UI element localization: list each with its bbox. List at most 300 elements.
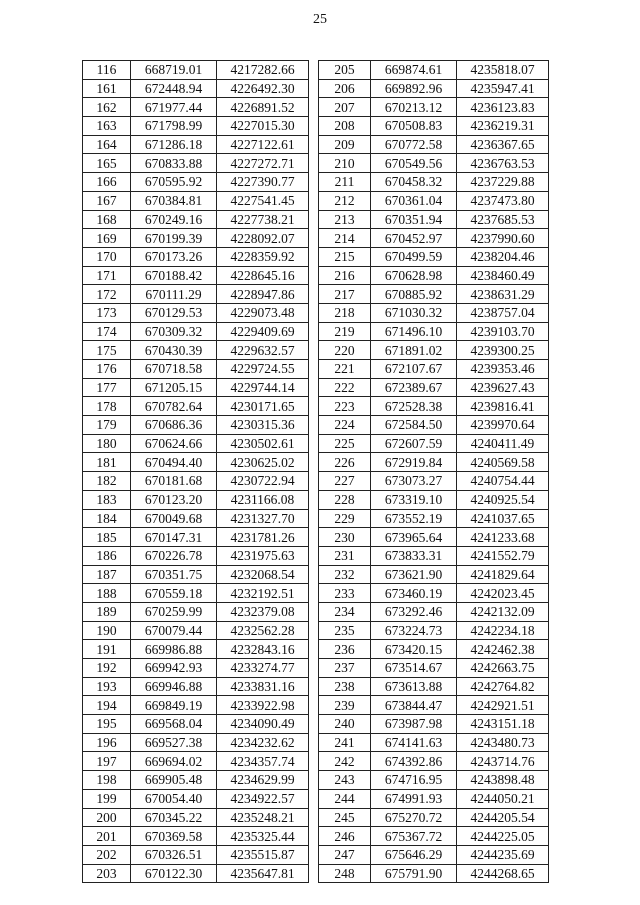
point-number-cell: 196 <box>83 733 131 752</box>
table-row <box>83 210 309 229</box>
x-coordinate-cell: 670226.78 <box>131 546 217 565</box>
y-coordinate-cell: 4230171.65 <box>217 397 309 416</box>
point-number-cell: 179 <box>83 416 131 435</box>
point-number-cell: 212 <box>319 191 371 210</box>
table-row <box>83 827 309 846</box>
x-coordinate-cell: 670129.53 <box>131 303 217 322</box>
table-row <box>319 752 549 771</box>
x-coordinate-cell: 669892.96 <box>371 79 457 98</box>
y-coordinate-cell: 4236123.83 <box>457 98 549 117</box>
y-coordinate-cell: 4244268.65 <box>457 864 549 883</box>
table-row <box>83 285 309 304</box>
table-row <box>319 285 549 304</box>
x-coordinate-cell: 671205.15 <box>131 378 217 397</box>
x-coordinate-cell: 673319.10 <box>371 490 457 509</box>
table-row <box>83 696 309 715</box>
point-number-cell: 162 <box>83 98 131 117</box>
y-coordinate-cell: 4236219.31 <box>457 117 549 136</box>
x-coordinate-cell: 669942.93 <box>131 659 217 678</box>
table-row <box>319 677 549 696</box>
x-coordinate-cell: 669849.19 <box>131 696 217 715</box>
table-row <box>83 864 309 883</box>
table-row <box>83 135 309 154</box>
x-coordinate-cell: 670326.51 <box>131 845 217 864</box>
y-coordinate-cell: 4229409.69 <box>217 322 309 341</box>
table-row <box>319 528 549 547</box>
point-number-cell: 161 <box>83 79 131 98</box>
y-coordinate-cell: 4241552.79 <box>457 546 549 565</box>
table-row <box>319 584 549 603</box>
point-number-cell: 218 <box>319 303 371 322</box>
table-row <box>83 98 309 117</box>
x-coordinate-cell: 670259.99 <box>131 602 217 621</box>
x-coordinate-cell: 670624.66 <box>131 434 217 453</box>
x-coordinate-cell: 671891.02 <box>371 341 457 360</box>
point-number-cell: 183 <box>83 490 131 509</box>
x-coordinate-cell: 670249.16 <box>131 210 217 229</box>
x-coordinate-cell: 673514.67 <box>371 659 457 678</box>
y-coordinate-cell: 4232562.28 <box>217 621 309 640</box>
y-coordinate-cell: 4227272.71 <box>217 154 309 173</box>
point-number-cell: 215 <box>319 247 371 266</box>
table-row <box>319 322 549 341</box>
y-coordinate-cell: 4243151.18 <box>457 715 549 734</box>
y-coordinate-cell: 4244225.05 <box>457 827 549 846</box>
y-coordinate-cell: 4242663.75 <box>457 659 549 678</box>
point-number-cell: 238 <box>319 677 371 696</box>
table-row <box>83 434 309 453</box>
x-coordinate-cell: 670122.30 <box>131 864 217 883</box>
x-coordinate-cell: 670345.22 <box>131 808 217 827</box>
table-row <box>83 808 309 827</box>
y-coordinate-cell: 4237229.88 <box>457 173 549 192</box>
table-row <box>319 154 549 173</box>
x-coordinate-cell: 670782.64 <box>131 397 217 416</box>
x-coordinate-cell: 669874.61 <box>371 61 457 80</box>
point-number-cell: 168 <box>83 210 131 229</box>
x-coordinate-cell: 673613.88 <box>371 677 457 696</box>
x-coordinate-cell: 671030.32 <box>371 303 457 322</box>
table-row <box>83 621 309 640</box>
x-coordinate-cell: 671977.44 <box>131 98 217 117</box>
point-number-cell: 203 <box>83 864 131 883</box>
table-row <box>83 659 309 678</box>
table-row <box>83 360 309 379</box>
x-coordinate-cell: 674392.86 <box>371 752 457 771</box>
y-coordinate-cell: 4239353.46 <box>457 360 549 379</box>
point-number-cell: 243 <box>319 771 371 790</box>
x-coordinate-cell: 673987.98 <box>371 715 457 734</box>
point-number-cell: 175 <box>83 341 131 360</box>
y-coordinate-cell: 4236367.65 <box>457 135 549 154</box>
point-number-cell: 209 <box>319 135 371 154</box>
x-coordinate-cell: 672607.59 <box>371 434 457 453</box>
table-row <box>319 341 549 360</box>
y-coordinate-cell: 4237685.53 <box>457 210 549 229</box>
x-coordinate-cell: 670111.29 <box>131 285 217 304</box>
y-coordinate-cell: 4228645.16 <box>217 266 309 285</box>
x-coordinate-cell: 670049.68 <box>131 509 217 528</box>
x-coordinate-cell: 670499.59 <box>371 247 457 266</box>
coordinates-table-right <box>318 60 549 883</box>
y-coordinate-cell: 4243714.76 <box>457 752 549 771</box>
table-row <box>319 509 549 528</box>
table-row <box>83 472 309 491</box>
x-coordinate-cell: 672448.94 <box>131 79 217 98</box>
x-coordinate-cell: 675646.29 <box>371 845 457 864</box>
x-coordinate-cell: 670123.20 <box>131 490 217 509</box>
point-number-cell: 232 <box>319 565 371 584</box>
y-coordinate-cell: 4238757.04 <box>457 303 549 322</box>
x-coordinate-cell: 670054.40 <box>131 789 217 808</box>
table-row <box>319 247 549 266</box>
table-row <box>83 528 309 547</box>
table-row <box>319 135 549 154</box>
table-row <box>83 490 309 509</box>
table-row <box>83 789 309 808</box>
point-number-cell: 174 <box>83 322 131 341</box>
table-row <box>319 191 549 210</box>
x-coordinate-cell: 670199.39 <box>131 229 217 248</box>
point-number-cell: 164 <box>83 135 131 154</box>
x-coordinate-cell: 673224.73 <box>371 621 457 640</box>
x-coordinate-cell: 670494.40 <box>131 453 217 472</box>
y-coordinate-cell: 4235818.07 <box>457 61 549 80</box>
x-coordinate-cell: 675270.72 <box>371 808 457 827</box>
point-number-cell: 166 <box>83 173 131 192</box>
y-coordinate-cell: 4229632.57 <box>217 341 309 360</box>
x-coordinate-cell: 675367.72 <box>371 827 457 846</box>
x-coordinate-cell: 670181.68 <box>131 472 217 491</box>
point-number-cell: 247 <box>319 845 371 864</box>
x-coordinate-cell: 669527.38 <box>131 733 217 752</box>
table-row <box>319 472 549 491</box>
x-coordinate-cell: 669905.48 <box>131 771 217 790</box>
table-row <box>319 864 549 883</box>
x-coordinate-cell: 673073.27 <box>371 472 457 491</box>
y-coordinate-cell: 4233922.98 <box>217 696 309 715</box>
table-row <box>83 677 309 696</box>
y-coordinate-cell: 4232379.08 <box>217 602 309 621</box>
point-number-cell: 199 <box>83 789 131 808</box>
x-coordinate-cell: 673965.64 <box>371 528 457 547</box>
point-number-cell: 171 <box>83 266 131 285</box>
x-coordinate-cell: 674991.93 <box>371 789 457 808</box>
point-number-cell: 206 <box>319 79 371 98</box>
x-coordinate-cell: 670351.94 <box>371 210 457 229</box>
x-coordinate-cell: 669568.04 <box>131 715 217 734</box>
table-row <box>83 61 309 80</box>
x-coordinate-cell: 670549.56 <box>371 154 457 173</box>
table-row <box>83 509 309 528</box>
y-coordinate-cell: 4242764.82 <box>457 677 549 696</box>
y-coordinate-cell: 4234090.49 <box>217 715 309 734</box>
y-coordinate-cell: 4239816.41 <box>457 397 549 416</box>
point-number-cell: 227 <box>319 472 371 491</box>
y-coordinate-cell: 4243898.48 <box>457 771 549 790</box>
table-row <box>319 659 549 678</box>
point-number-cell: 239 <box>319 696 371 715</box>
point-number-cell: 169 <box>83 229 131 248</box>
table-row <box>83 266 309 285</box>
point-number-cell: 172 <box>83 285 131 304</box>
table-row <box>83 733 309 752</box>
point-number-cell: 236 <box>319 640 371 659</box>
x-coordinate-cell: 672584.50 <box>371 416 457 435</box>
table-row <box>83 173 309 192</box>
table-row <box>319 845 549 864</box>
table-row <box>83 584 309 603</box>
point-number-cell: 173 <box>83 303 131 322</box>
x-coordinate-cell: 673460.19 <box>371 584 457 603</box>
y-coordinate-cell: 4240411.49 <box>457 434 549 453</box>
y-coordinate-cell: 4235325.44 <box>217 827 309 846</box>
x-coordinate-cell: 670213.12 <box>371 98 457 117</box>
table-row <box>83 117 309 136</box>
y-coordinate-cell: 4233274.77 <box>217 659 309 678</box>
x-coordinate-cell: 670508.83 <box>371 117 457 136</box>
x-coordinate-cell: 670309.32 <box>131 322 217 341</box>
table-row <box>83 191 309 210</box>
x-coordinate-cell: 673844.47 <box>371 696 457 715</box>
x-coordinate-cell: 670188.42 <box>131 266 217 285</box>
y-coordinate-cell: 4234357.74 <box>217 752 309 771</box>
y-coordinate-cell: 4235248.21 <box>217 808 309 827</box>
x-coordinate-cell: 668719.01 <box>131 61 217 80</box>
point-number-cell: 222 <box>319 378 371 397</box>
table-row <box>83 322 309 341</box>
x-coordinate-cell: 674141.63 <box>371 733 457 752</box>
y-coordinate-cell: 4237990.60 <box>457 229 549 248</box>
y-coordinate-cell: 4217282.66 <box>217 61 309 80</box>
point-number-cell: 165 <box>83 154 131 173</box>
y-coordinate-cell: 4228359.92 <box>217 247 309 266</box>
table-row <box>319 416 549 435</box>
x-coordinate-cell: 669986.88 <box>131 640 217 659</box>
table-row <box>83 546 309 565</box>
x-coordinate-cell: 670595.92 <box>131 173 217 192</box>
x-coordinate-cell: 670430.39 <box>131 341 217 360</box>
table-row <box>319 117 549 136</box>
y-coordinate-cell: 4228947.86 <box>217 285 309 304</box>
point-number-cell: 192 <box>83 659 131 678</box>
y-coordinate-cell: 4233831.16 <box>217 677 309 696</box>
point-number-cell: 234 <box>319 602 371 621</box>
table-row <box>319 98 549 117</box>
y-coordinate-cell: 4227122.61 <box>217 135 309 154</box>
point-number-cell: 230 <box>319 528 371 547</box>
x-coordinate-cell: 670452.97 <box>371 229 457 248</box>
point-number-cell: 207 <box>319 98 371 117</box>
x-coordinate-cell: 670079.44 <box>131 621 217 640</box>
point-number-cell: 176 <box>83 360 131 379</box>
table-row <box>319 360 549 379</box>
y-coordinate-cell: 4241829.64 <box>457 565 549 584</box>
point-number-cell: 237 <box>319 659 371 678</box>
point-number-cell: 202 <box>83 845 131 864</box>
point-number-cell: 217 <box>319 285 371 304</box>
point-number-cell: 242 <box>319 752 371 771</box>
point-number-cell: 195 <box>83 715 131 734</box>
y-coordinate-cell: 4226492.30 <box>217 79 309 98</box>
x-coordinate-cell: 672528.38 <box>371 397 457 416</box>
table-row <box>319 378 549 397</box>
y-coordinate-cell: 4231327.70 <box>217 509 309 528</box>
table-row <box>83 154 309 173</box>
table-row <box>83 229 309 248</box>
y-coordinate-cell: 4227390.77 <box>217 173 309 192</box>
y-coordinate-cell: 4234922.57 <box>217 789 309 808</box>
y-coordinate-cell: 4231975.63 <box>217 546 309 565</box>
table-row <box>83 845 309 864</box>
y-coordinate-cell: 4242023.45 <box>457 584 549 603</box>
x-coordinate-cell: 669946.88 <box>131 677 217 696</box>
y-coordinate-cell: 4244205.54 <box>457 808 549 827</box>
table-row <box>83 771 309 790</box>
table-row <box>319 771 549 790</box>
x-coordinate-cell: 670718.58 <box>131 360 217 379</box>
point-number-cell: 211 <box>319 173 371 192</box>
y-coordinate-cell: 4231166.08 <box>217 490 309 509</box>
point-number-cell: 228 <box>319 490 371 509</box>
point-number-cell: 178 <box>83 397 131 416</box>
y-coordinate-cell: 4229073.48 <box>217 303 309 322</box>
point-number-cell: 224 <box>319 416 371 435</box>
y-coordinate-cell: 4238631.29 <box>457 285 549 304</box>
y-coordinate-cell: 4239103.70 <box>457 322 549 341</box>
table-row <box>319 434 549 453</box>
table-row <box>319 827 549 846</box>
x-coordinate-cell: 673420.15 <box>371 640 457 659</box>
table-row <box>83 602 309 621</box>
y-coordinate-cell: 4232068.54 <box>217 565 309 584</box>
point-number-cell: 184 <box>83 509 131 528</box>
table-row <box>319 229 549 248</box>
point-number-cell: 244 <box>319 789 371 808</box>
y-coordinate-cell: 4232843.16 <box>217 640 309 659</box>
point-number-cell: 220 <box>319 341 371 360</box>
x-coordinate-cell: 675791.90 <box>371 864 457 883</box>
y-coordinate-cell: 4229744.14 <box>217 378 309 397</box>
point-number-cell: 248 <box>319 864 371 883</box>
y-coordinate-cell: 4231781.26 <box>217 528 309 547</box>
point-number-cell: 245 <box>319 808 371 827</box>
table-row <box>83 565 309 584</box>
y-coordinate-cell: 4242921.51 <box>457 696 549 715</box>
y-coordinate-cell: 4230722.94 <box>217 472 309 491</box>
x-coordinate-cell: 670361.04 <box>371 191 457 210</box>
y-coordinate-cell: 4235947.41 <box>457 79 549 98</box>
table-row <box>83 397 309 416</box>
y-coordinate-cell: 4234232.62 <box>217 733 309 752</box>
point-number-cell: 198 <box>83 771 131 790</box>
point-number-cell: 226 <box>319 453 371 472</box>
point-number-cell: 229 <box>319 509 371 528</box>
y-coordinate-cell: 4234629.99 <box>217 771 309 790</box>
table-row <box>319 789 549 808</box>
x-coordinate-cell: 670628.98 <box>371 266 457 285</box>
y-coordinate-cell: 4239627.43 <box>457 378 549 397</box>
y-coordinate-cell: 4230315.36 <box>217 416 309 435</box>
y-coordinate-cell: 4227541.45 <box>217 191 309 210</box>
point-number-cell: 208 <box>319 117 371 136</box>
y-coordinate-cell: 4238204.46 <box>457 247 549 266</box>
y-coordinate-cell: 4241037.65 <box>457 509 549 528</box>
coordinates-table-left <box>82 60 309 883</box>
point-number-cell: 167 <box>83 191 131 210</box>
x-coordinate-cell: 670885.92 <box>371 285 457 304</box>
y-coordinate-cell: 4241233.68 <box>457 528 549 547</box>
x-coordinate-cell: 670351.75 <box>131 565 217 584</box>
point-number-cell: 185 <box>83 528 131 547</box>
x-coordinate-cell: 670384.81 <box>131 191 217 210</box>
x-coordinate-cell: 670686.36 <box>131 416 217 435</box>
point-number-cell: 116 <box>83 61 131 80</box>
y-coordinate-cell: 4226891.52 <box>217 98 309 117</box>
y-coordinate-cell: 4230625.02 <box>217 453 309 472</box>
x-coordinate-cell: 670833.88 <box>131 154 217 173</box>
table-row <box>319 210 549 229</box>
table-row <box>83 752 309 771</box>
point-number-cell: 231 <box>319 546 371 565</box>
point-number-cell: 246 <box>319 827 371 846</box>
x-coordinate-cell: 671496.10 <box>371 322 457 341</box>
x-coordinate-cell: 670173.26 <box>131 247 217 266</box>
point-number-cell: 214 <box>319 229 371 248</box>
table-row <box>319 303 549 322</box>
x-coordinate-cell: 673292.46 <box>371 602 457 621</box>
table-row <box>319 565 549 584</box>
table-row <box>319 808 549 827</box>
y-coordinate-cell: 4239300.25 <box>457 341 549 360</box>
point-number-cell: 190 <box>83 621 131 640</box>
table-row <box>319 546 549 565</box>
point-number-cell: 193 <box>83 677 131 696</box>
point-number-cell: 163 <box>83 117 131 136</box>
y-coordinate-cell: 4240569.58 <box>457 453 549 472</box>
table-row <box>83 303 309 322</box>
x-coordinate-cell: 670147.31 <box>131 528 217 547</box>
point-number-cell: 213 <box>319 210 371 229</box>
y-coordinate-cell: 4227738.21 <box>217 210 309 229</box>
table-row <box>319 696 549 715</box>
y-coordinate-cell: 4244235.69 <box>457 845 549 864</box>
y-coordinate-cell: 4242132.09 <box>457 602 549 621</box>
y-coordinate-cell: 4242234.18 <box>457 621 549 640</box>
y-coordinate-cell: 4230502.61 <box>217 434 309 453</box>
table-row <box>319 79 549 98</box>
point-number-cell: 170 <box>83 247 131 266</box>
point-number-cell: 233 <box>319 584 371 603</box>
x-coordinate-cell: 670559.18 <box>131 584 217 603</box>
x-coordinate-cell: 671798.99 <box>131 117 217 136</box>
table-row <box>319 602 549 621</box>
table-row <box>83 247 309 266</box>
y-coordinate-cell: 4238460.49 <box>457 266 549 285</box>
point-number-cell: 219 <box>319 322 371 341</box>
table-row <box>319 733 549 752</box>
x-coordinate-cell: 669694.02 <box>131 752 217 771</box>
x-coordinate-cell: 674716.95 <box>371 771 457 790</box>
y-coordinate-cell: 4236763.53 <box>457 154 549 173</box>
table-row <box>319 173 549 192</box>
y-coordinate-cell: 4237473.80 <box>457 191 549 210</box>
point-number-cell: 225 <box>319 434 371 453</box>
y-coordinate-cell: 4239970.64 <box>457 416 549 435</box>
x-coordinate-cell: 670458.32 <box>371 173 457 192</box>
point-number-cell: 189 <box>83 602 131 621</box>
table-row <box>83 640 309 659</box>
